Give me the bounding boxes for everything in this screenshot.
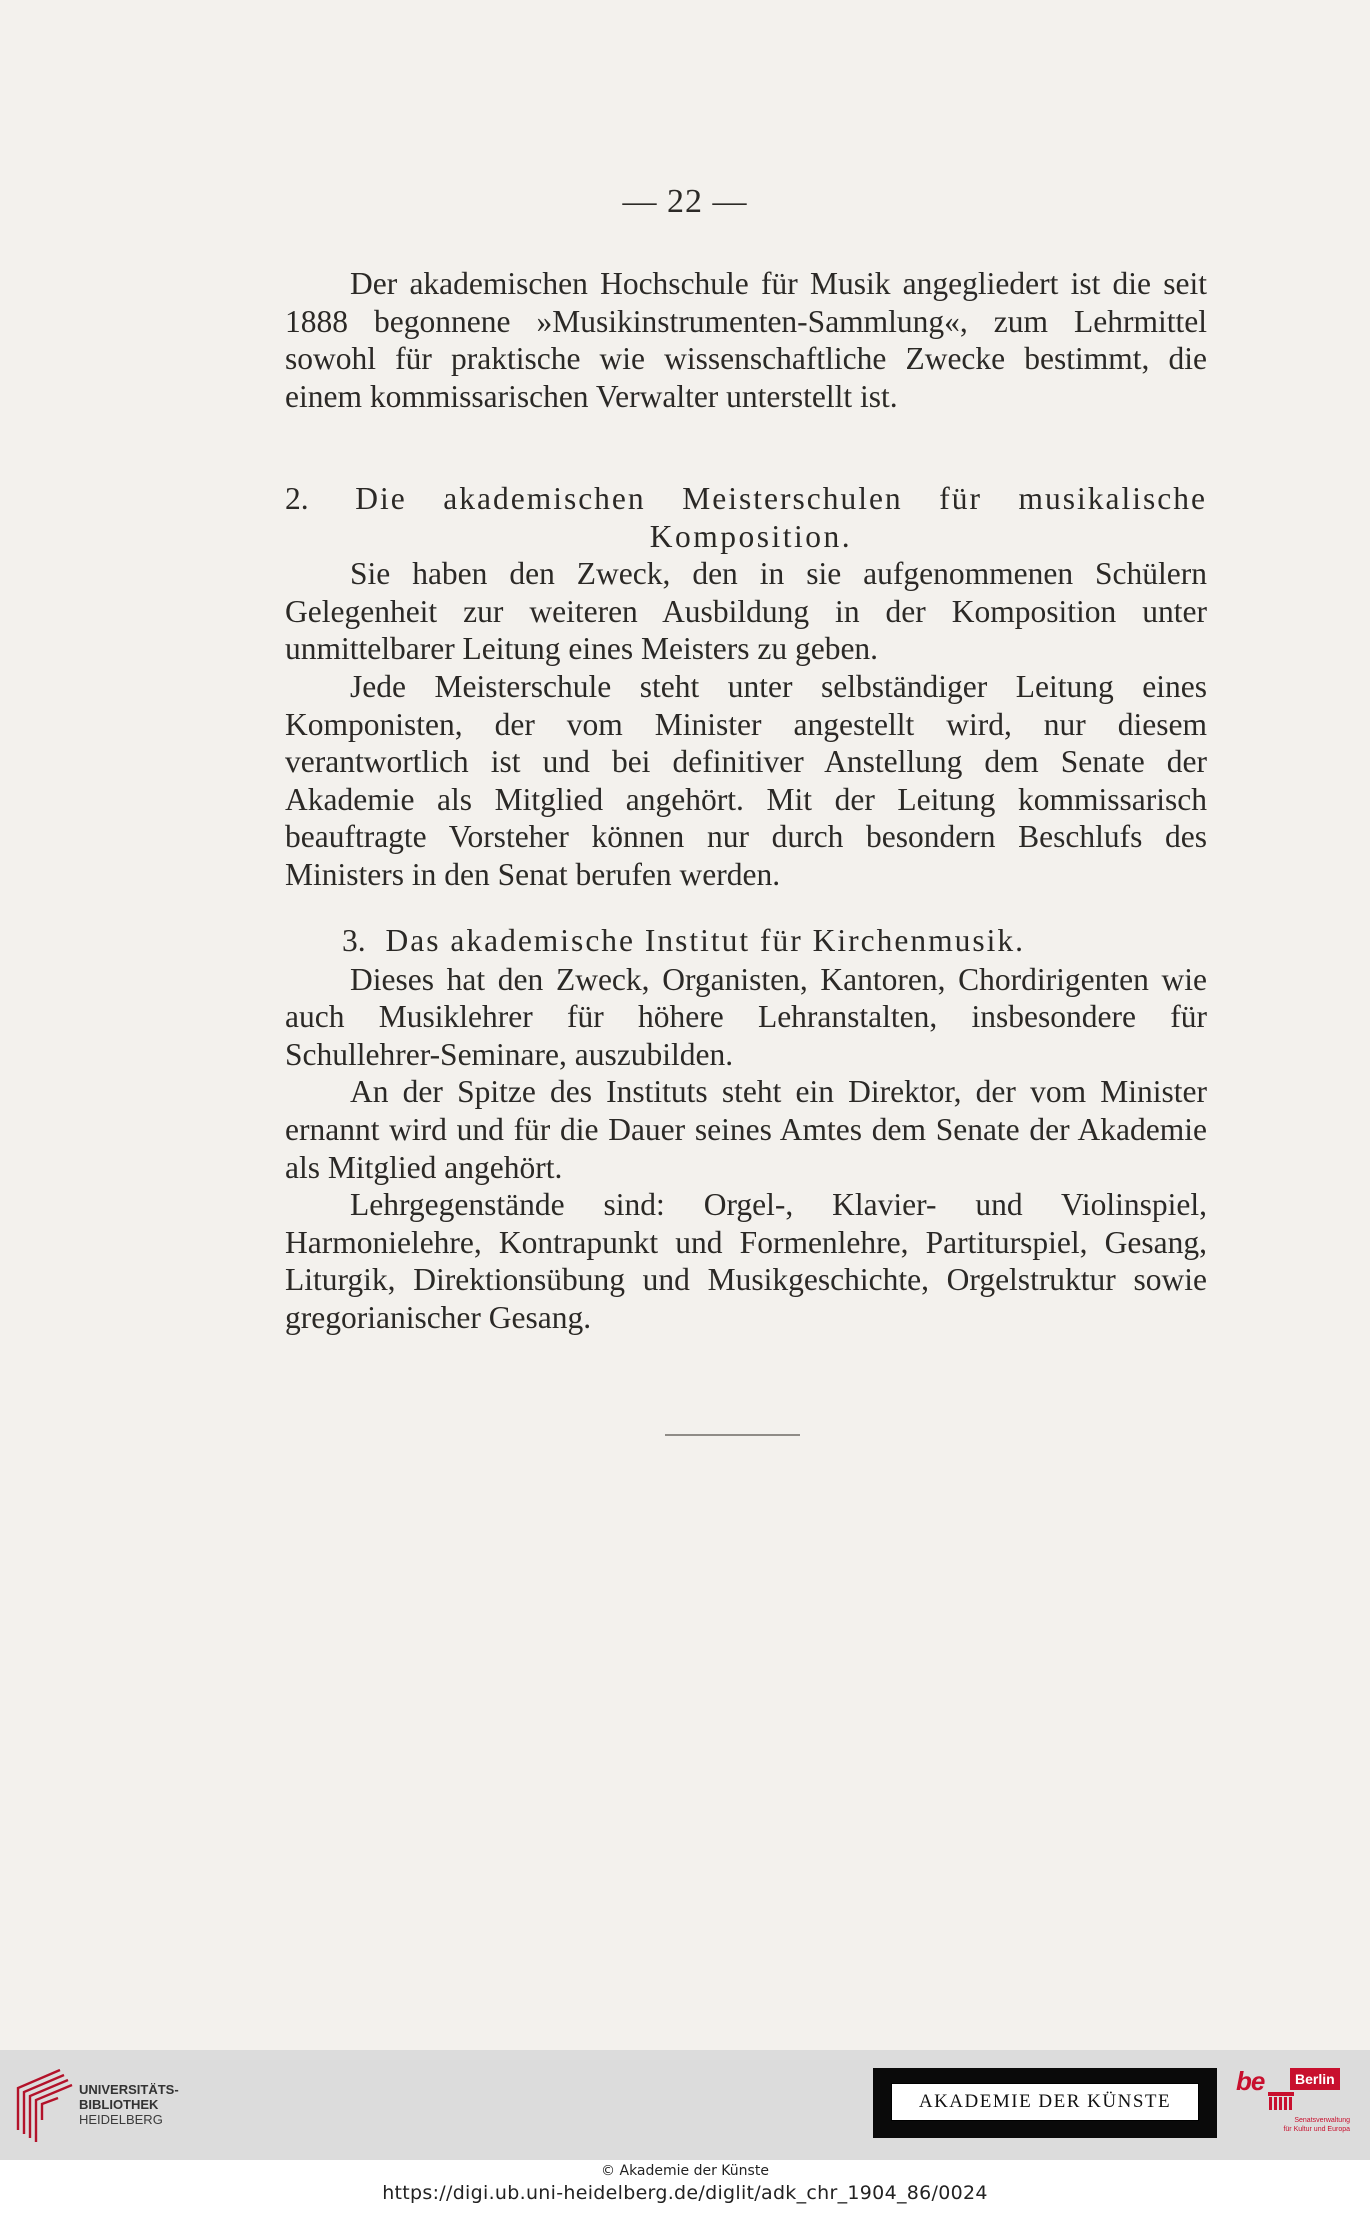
brandenburg-gate-icon (1268, 2092, 1294, 2110)
ub-heidelberg-logo-icon (14, 2060, 76, 2145)
academy-label: AKADEMIE DER KÜNSTE (891, 2083, 1199, 2121)
page-number: — 22 — (622, 183, 748, 220)
section-2-paragraph: Jede Meisterschule steht unter selbständiger Leitung eines Komponisten, der vom Minister angestellt wird, nur diesem verantwortlich ist und bei definitiver Anstellung dem Senate der Akademie als Mitglied angehört. Mit der Leitung kommissarisch beauftragte Vorsteher können nur durch besondern Beschlufs des Ministers in den Senat berufen werden. (285, 668, 1207, 892)
footer-bar (0, 2050, 1370, 2160)
section-2-heading-line1: Die akademischen Meisterschulen für musikalische (355, 481, 1208, 516)
library-name-line3: HEIDELBERG (79, 2112, 163, 2127)
section-3-number: 3. (342, 923, 366, 958)
berlin-sub-line1: Senatsverwaltung (1294, 2117, 1350, 2124)
section-2-heading-line2: Komposition. (649, 518, 853, 554)
library-name-line1: UNIVERSITÄTS- (79, 2082, 179, 2097)
end-rule (665, 1434, 800, 1436)
berlin-sub-line2: für Kultur und Europa (1283, 2126, 1350, 2133)
library-name (79, 2082, 179, 2127)
permalink-url[interactable]: https://digi.ub.uni-heidelberg.de/diglit/adk_chr_1904_86/0024 (382, 2182, 988, 2204)
academy-logo[interactable] (873, 2068, 1217, 2138)
berlin-sub-text (1264, 2116, 1350, 2134)
intro-paragraph: Der akademischen Hochschule für Musik angegliedert ist die seit 1888 begonnene »Musikinstrumenten-Sammlung«, zum Lehrmittel sowohl für praktische wie wissenschaftliche Zwecke bestimmt, die einem kommissarischen Verwalter unterstellt ist. (285, 266, 1207, 414)
library-logo[interactable] (14, 2060, 234, 2145)
section-3-paragraph: Dieses hat den Zweck, Organisten, Kantoren, Chordirigenten wie auch Musiklehrer für höhere Lehranstalten, insbesondere für Schullehrer-Seminare, auszubilden. (285, 961, 1207, 1072)
section-2-number: 2. (285, 481, 309, 516)
intro-block (285, 265, 1207, 415)
section-3-paragraph: Lehrgegenstände sind: Orgel-, Klavier- und Violinspiel, Harmonielehre, Kontrapunkt und Formenlehre, Partiturspiel, Gesang, Liturgik, Direktionsübung und Musikgeschichte, Orgelstruktur sowie gregorianischer Gesang. (285, 1187, 1207, 1335)
section-3-heading-text: Das akademische Institut für Kirchenmusik. (385, 923, 1025, 958)
section-3-heading (285, 922, 1207, 960)
berlin-badge: Berlin (1290, 2068, 1340, 2090)
section-2-heading (285, 480, 1207, 518)
copyright-line: © Akademie der Künste (601, 2163, 769, 2179)
library-name-line2: BIBLIOTHEK (79, 2097, 159, 2112)
be-word: be (1236, 2066, 1265, 2096)
berlin-logo[interactable] (1230, 2058, 1350, 2148)
section-3 (285, 922, 1207, 1337)
section-2 (285, 480, 1207, 894)
section-3-paragraph: An der Spitze des Instituts steht ein Direktor, der vom Minister ernannt wird und für die Dauer seines Amtes dem Senate der Akademie als Mitglied angehört. (285, 1074, 1207, 1185)
section-2-paragraph: Sie haben den Zweck, den in sie aufgenommenen Schülern Gelegenheit zur weiteren Ausbildung in der Komposition unter unmittelbarer Leitung eines Meisters zu geben. (285, 556, 1207, 667)
